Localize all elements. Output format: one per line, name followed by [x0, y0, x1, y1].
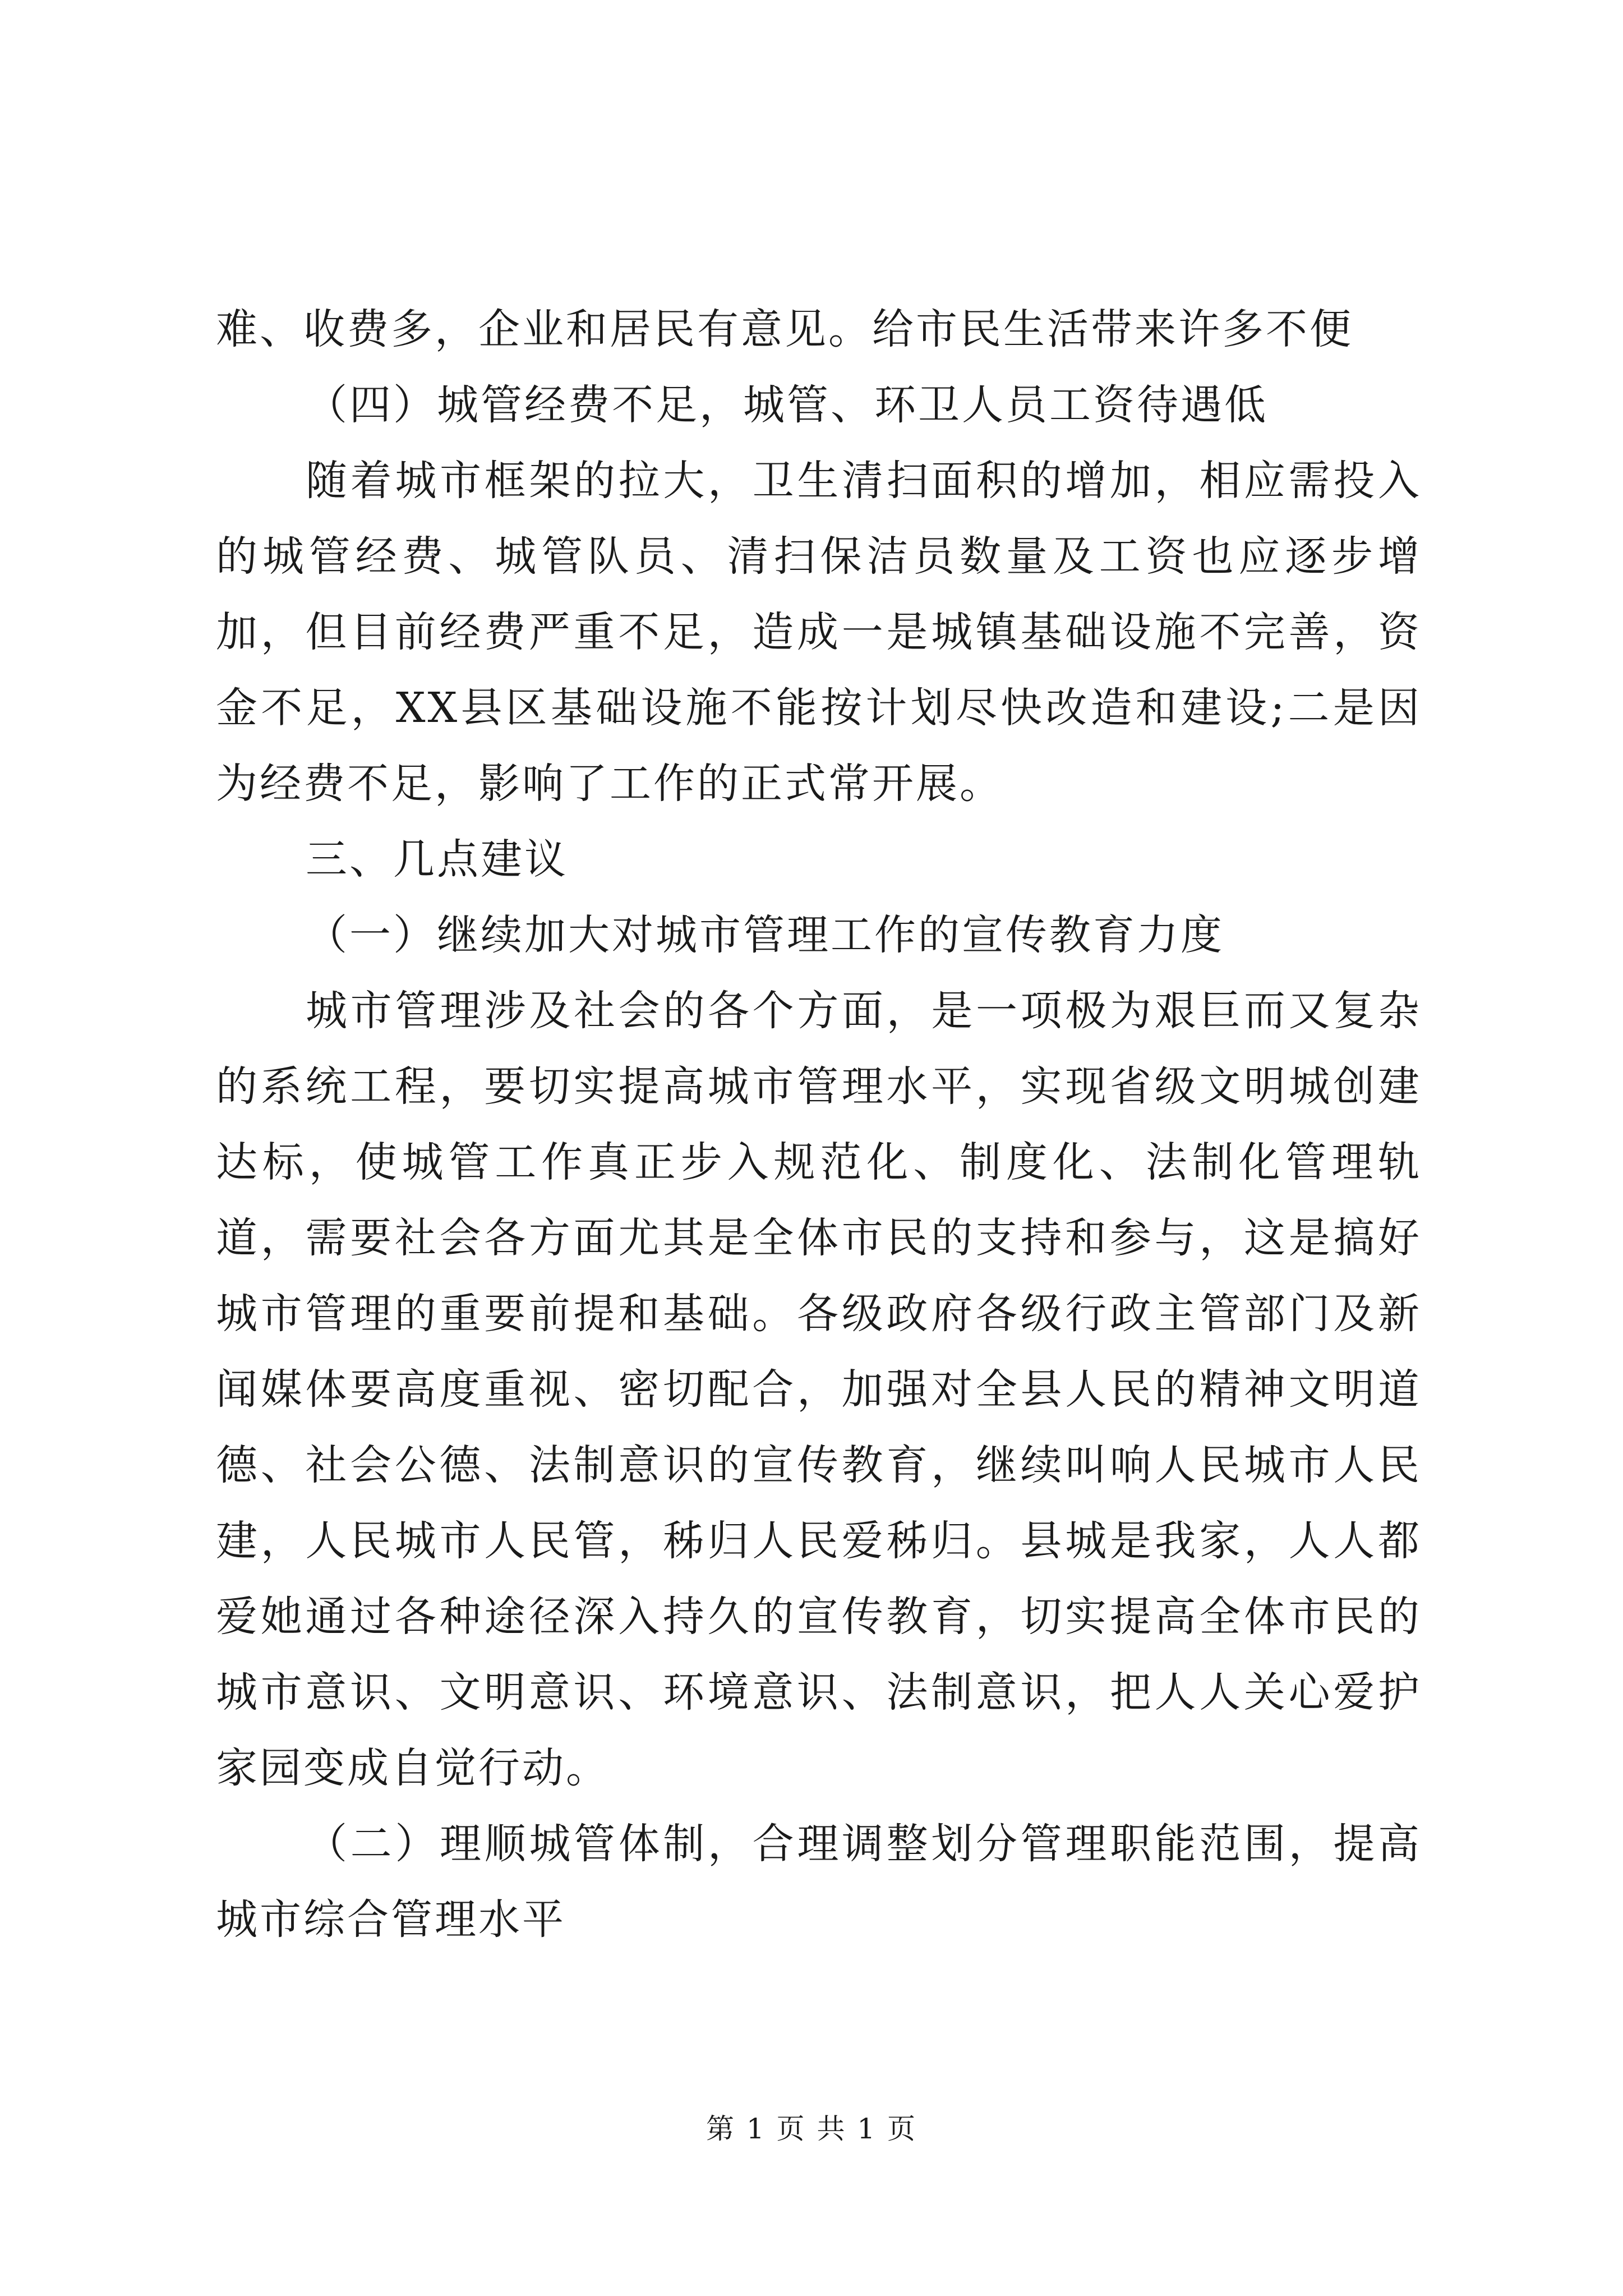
- paragraph-funding: 随着城市框架的拉大，卫生清扫面积的增加，相应需投入的城管经费、城管队员、清扫保洁员数量及工资也应逐步增加，但目前经费严重不足，造成一是城镇基础设施不完善，资金不足，XX县区基础设施不能按计划尽快改造和建设;二是因为经费不足，影响了工作的正式常开展。: [216, 457, 1422, 808]
- paragraph-continuation: 难、收费多，企业和居民有意见。给市民生活带来许多不便: [216, 305, 1353, 353]
- subheading-2: （二）理顺城管体制，合理调整划分管理职能范围，提高城市综合管理水平: [216, 1820, 1422, 1944]
- section-heading-4: （四）城管经费不足，城管、环卫人员工资待遇低: [306, 381, 1268, 429]
- document-body: [216, 292, 1422, 1958]
- paragraph-publicity: 城市管理涉及社会的各个方面，是一项极为艰巨而又复杂的系统工程，要切实提高城市管理水平，实现省级文明城创建达标，使城管工作真正步入规范化、制度化、法制化管理轨道，需要社会各方面尤其是全体市民的支持和参与，这是搞好城市管理的重要前提和基础。各级政府各级行政主管部门及新闻媒体要高度重视、密切配合，加强对全县人民的精神文明道德、社会公德、法制意识的宣传教育，继续叫响人民城市人民建，人民城市人民管，秭归人民爱秭归。县城是我家，人人都爱她通过各种途径深入持久的宣传教育，切实提高全体市民的城市意识、文明意识、环境意识、法制意识，把人人关心爱护家园变成自觉行动。: [216, 987, 1422, 1792]
- page-number-footer: 第 1 页 共 1 页: [706, 2113, 917, 2145]
- section-heading-suggestions: 三、几点建议: [306, 835, 568, 884]
- subheading-1: （一）继续加大对城市管理工作的宣传教育力度: [306, 911, 1224, 959]
